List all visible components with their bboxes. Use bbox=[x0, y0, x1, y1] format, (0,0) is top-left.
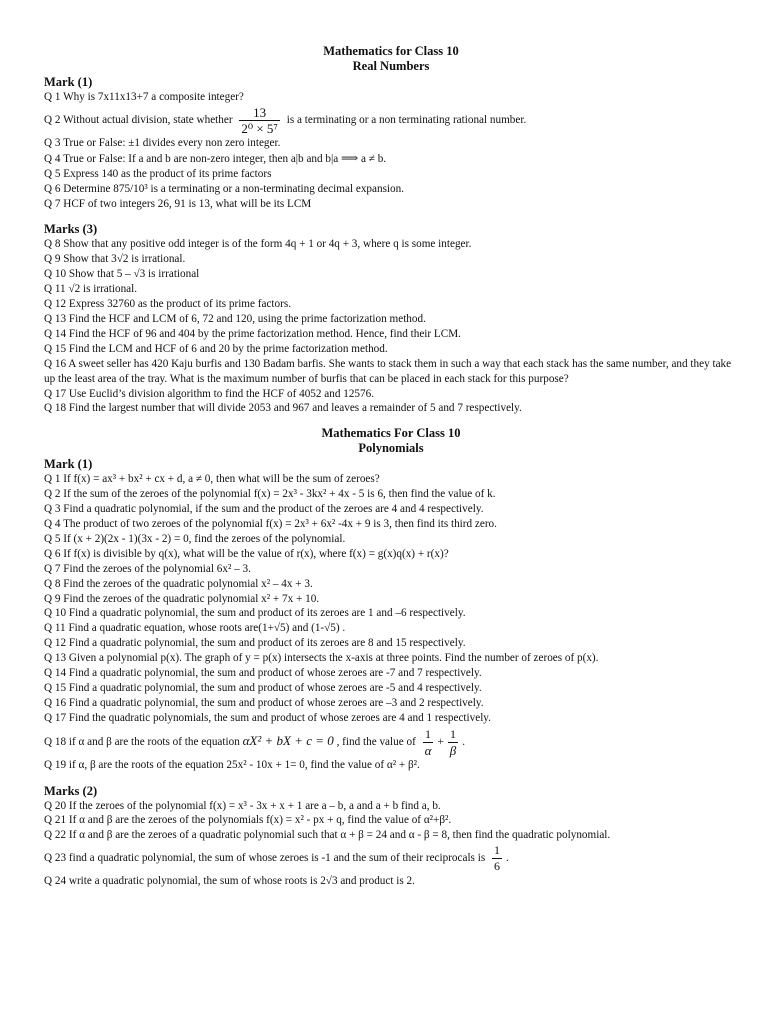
fraction bbox=[423, 727, 434, 758]
question: Q 9 Find the zeroes of the quadratic polynomial x² + 7x + 10. bbox=[44, 592, 320, 605]
question: Q 8 Find the zeroes of the quadratic polynomial x² – 4x + 3. bbox=[44, 577, 313, 590]
implies-arrow-icon: ⟹ bbox=[341, 150, 359, 165]
question: Q 6 Determine 875/10³ is a terminating or a non-terminating decimal expansion. bbox=[44, 182, 405, 195]
fraction bbox=[492, 843, 502, 874]
question: Q 17 Use Euclid’s division algorithm to find the HCF of 4052 and 12576. bbox=[44, 387, 375, 400]
question: Q 11 √2 is irrational. bbox=[44, 283, 138, 296]
question: Q 15 Find the LCM and HCF of 6 and 20 by the prime factorization method. bbox=[44, 342, 388, 355]
question: Q 3 Find a quadratic polynomial, if the sum and the product of the zeroes are 4 and 4 respectively. bbox=[44, 503, 484, 516]
question-text: . bbox=[505, 852, 509, 865]
question bbox=[44, 151, 738, 167]
question: Q 12 Express 32760 as the product of its prime factors. bbox=[44, 298, 292, 311]
question-text: Q 2 Without actual division, state whether bbox=[44, 113, 233, 126]
question: Q 9 Show that 3√2 is irrational. bbox=[44, 253, 186, 266]
question-text: Q 4 True or False: If a and b are non-zero integer, then a|b and b|a bbox=[44, 152, 339, 165]
question: Q 5 If (x + 2)(2x - 1)(3x - 2) = 0, find the zeroes of the polynomial. bbox=[44, 532, 346, 545]
question-text: a ≠ b. bbox=[361, 152, 387, 165]
question-text: Q 18 if α and β are the roots of the equation bbox=[44, 735, 240, 748]
fraction bbox=[239, 105, 280, 136]
question-text: is a terminating or a non terminating rational number. bbox=[286, 113, 527, 126]
question: Q 13 Given a polynomial p(x). The graph of y = p(x) intersects the x-axis at three points. Find the number of zeroes of p(x). bbox=[44, 652, 599, 665]
question: Q 22 If α and β are the zeroes of a quadratic polynomial such that α + β = 24 and α - β = 8, then find the quadratic polynomial. bbox=[44, 829, 611, 842]
question: Q 24 write a quadratic polynomial, the sum of whose roots is 2√3 and product is 2. bbox=[44, 875, 415, 888]
question: Q 7 HCF of two integers 26, 91 is 13, what will be its LCM bbox=[44, 197, 312, 210]
question: Q 3 True or False: ±1 divides every non zero integer. bbox=[44, 136, 281, 149]
fraction-numerator: 1 bbox=[493, 843, 500, 858]
plus-sign: + bbox=[437, 735, 444, 748]
question: Q 10 Show that 5 – √3 is irrational bbox=[44, 268, 200, 281]
fraction-numerator: 1 bbox=[425, 726, 432, 741]
question: Q 2 If the sum of the zeroes of the polynomial f(x) = 2x³ - 3kx² + 4x - 5 is 6, then find the value of k. bbox=[44, 488, 496, 501]
question: Q 11 Find a quadratic equation, whose roots are(1+√5) and (1-√5) . bbox=[44, 622, 346, 635]
question: Q 17 Find the quadratic polynomials, the sum and product of whose zeroes are 4 and 1 respectively. bbox=[44, 711, 491, 724]
question: Q 12 Find a quadratic polynomial, the sum and product of its zeroes are 8 and 15 respectively. bbox=[44, 637, 466, 650]
fraction bbox=[448, 727, 458, 758]
chapter-title-polynomials: Polynomials bbox=[358, 441, 424, 456]
question: Q 16 Find a quadratic polynomial, the sum and product of whose zeroes are –3 and 2 respectively. bbox=[44, 696, 484, 709]
question: Q 13 Find the HCF and LCM of 6, 72 and 120, using the prime factorization method. bbox=[44, 312, 426, 325]
question-text: , find the value of bbox=[336, 735, 416, 748]
equation: αX² + bX + c = 0 bbox=[242, 732, 334, 748]
marks2-heading: Marks (2) bbox=[44, 783, 98, 798]
question: Q 8 Show that any positive odd integer is of the form 4q + 1 or 4q + 3, where q is some integer. bbox=[44, 238, 472, 251]
question: Q 1 Why is 7x11x13+7 a composite integer? bbox=[44, 91, 244, 103]
fraction-denominator: 6 bbox=[493, 859, 500, 874]
question: Q 7 Find the zeroes of the polynomial 6x² – 3. bbox=[44, 562, 251, 575]
doc-title: Mathematics for Class 10 bbox=[323, 44, 459, 58]
question: Q 6 If f(x) is divisible by q(x), what will be the value of r(x), where f(x) = g(x)q(x) + r(x)? bbox=[44, 547, 449, 560]
mark1-heading-2: Mark (1) bbox=[44, 457, 93, 472]
fraction-numerator: 13 bbox=[253, 104, 267, 120]
question: Q 16 A sweet seller has 420 Kaju burfis and 130 Badam barfis. She wants to stack them in such a way that each stack has the same number, and they take up the least area of the tray. What is the maximum number of burfis that can be placed in each stack for this purpose? bbox=[44, 357, 732, 385]
chapter-title-real-numbers: Real Numbers bbox=[352, 59, 430, 73]
question: Q 1 If f(x) = ax³ + bx² + cx + d, a ≠ 0, then what will be the sum of zeroes? bbox=[44, 473, 380, 486]
question: Q 20 If the zeroes of the polynomial f(x) = x³ - 3x + x + 1 are a – b, a and a + b find a, b. bbox=[44, 799, 441, 812]
question: Q 21 If α and β are the zeroes of the polynomials f(x) = x² - px + q, find the value of α²+β². bbox=[44, 814, 452, 827]
fraction-numerator: 1 bbox=[449, 726, 456, 741]
question bbox=[44, 105, 738, 136]
fraction-denominator: α bbox=[424, 742, 432, 758]
question-text: . bbox=[462, 735, 466, 748]
question: Q 18 Find the largest number that will divide 2053 and 967 and leaves a remainder of 5 and 7 respectively. bbox=[44, 402, 522, 415]
doc-title-2: Mathematics For Class 10 bbox=[321, 426, 461, 441]
question-text: Q 23 find a quadratic polynomial, the sum of whose zeroes is -1 and the sum of their reciprocals is bbox=[44, 852, 486, 865]
question: Q 14 Find the HCF of 96 and 404 by the prime factorization method. Hence, find their LCM. bbox=[44, 327, 461, 340]
question bbox=[44, 726, 738, 758]
question: Q 15 Find a quadratic polynomial, the sum and product of whose zeroes are -5 and 4 respectively. bbox=[44, 682, 482, 694]
question: Q 5 Express 140 as the product of its prime factors bbox=[44, 167, 272, 180]
question: Q 19 if α, β are the roots of the equation 25x² - 10x + 1= 0, find the value of α² + β². bbox=[44, 758, 420, 771]
question bbox=[44, 843, 738, 874]
question: Q 10 Find a quadratic polynomial, the sum and product of its zeroes are 1 and –6 respectively. bbox=[44, 607, 466, 620]
question: Q 14 Find a quadratic polynomial, the sum and product of whose zeroes are -7 and 7 respectively. bbox=[44, 667, 482, 680]
mark1-heading: Mark (1) bbox=[44, 75, 93, 89]
fraction-denominator: β bbox=[449, 742, 457, 758]
marks3-heading: Marks (3) bbox=[44, 222, 98, 237]
question: Q 4 The product of two zeroes of the polynomial f(x) = 2x³ + 6x² -4x + 9 is 3, then find its third zero. bbox=[44, 518, 497, 531]
fraction-denominator: 2⁰ × 5⁷ bbox=[241, 120, 278, 136]
